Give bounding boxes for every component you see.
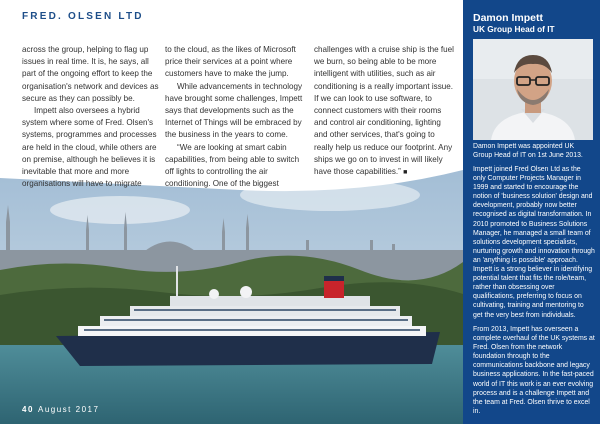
article-paragraph: “We are looking at smart cabin capabilities, from being able to switch off lights to controlling the air conditioning. One of the biggest <box>165 142 300 189</box>
portrait-photo <box>473 39 593 140</box>
article-paragraph: across the group, helping to flag up issues in real time. It is, he says, all part of the ongoing effort to keep the organisation's network and devices as secure as they can possibly be. <box>22 45 159 103</box>
profile-sidebar <box>463 0 600 424</box>
article-paragraph: While advancements in technology have brought some challenges, Impett says that developments such as the Internet of Things will be embraced by the business in the years to come. <box>165 81 303 140</box>
profile-paragraph: Damon Impett was appointed UK Group Head of IT on 1st June 2013. <box>473 143 583 160</box>
square-end-mark-icon: ■ <box>403 169 408 177</box>
profile-portrait <box>473 39 593 140</box>
issue-date: August 2017 <box>38 405 100 414</box>
header-bar <box>0 0 463 30</box>
profile-name: Damon Impett <box>473 12 544 24</box>
profile-paragraph: Impett joined Fred Olsen Ltd as the only Computer Projects Manager in 1999 and started to encourage the notion of 'business solution' design and development, probably now better recognised as digital transformation. In 2010 promoted to Business Solutions Manager, he managed a small team of solutions development specialists, nurturing growth and innovation through an 'anything is possible' approach. Impett is a strong believer in identifying potential talent that fits the role/team, rather than obsessing over qualifications, preferring to focus on cultivating, training and mentoring to get the very best from individuals. <box>473 166 595 319</box>
page-number: 40 <box>22 405 34 414</box>
profile-role: UK Group Head of IT <box>473 24 555 34</box>
article-paragraph <box>314 44 454 179</box>
article-paragraph-text: challenges with a cruise ship is the fuel we burn, so being able to be more intelligent with utilities, such as air conditioning is a really important issue. If we can look to use software, to connect customers with their rooms and control air conditioning, lighting and other services, that's going to really help us reduce our footprint. Any ships we go on to invest in will likely have those capabilities.” <box>314 45 454 177</box>
article-column-3 <box>314 44 454 179</box>
article-column-2 <box>165 44 307 190</box>
article-column-1 <box>22 44 162 190</box>
article-paragraph: to the cloud, as the likes of Microsoft price their services at a point where customers have to make the jump. <box>165 45 296 79</box>
publication-brand: FRED. OLSEN LTD <box>22 11 144 22</box>
article-paragraph: Impett also oversees a hybrid system where some of Fred. Olsen's systems, programmes and processes are held in the cloud, while others are on premise, although he believes it is inevitable that more and more organisations will have to migrate <box>22 106 157 189</box>
profile-paragraph: From 2013, Impett has overseen a complete overhaul of the UK systems at Fred. Olsen from the network foundation through to the communications backbone and legacy business applications. In the fast-paced world of IT this work is an ever evolving process and is a challenge Impett and the team at Fred. Olsen thrive to excel in. <box>473 326 595 415</box>
